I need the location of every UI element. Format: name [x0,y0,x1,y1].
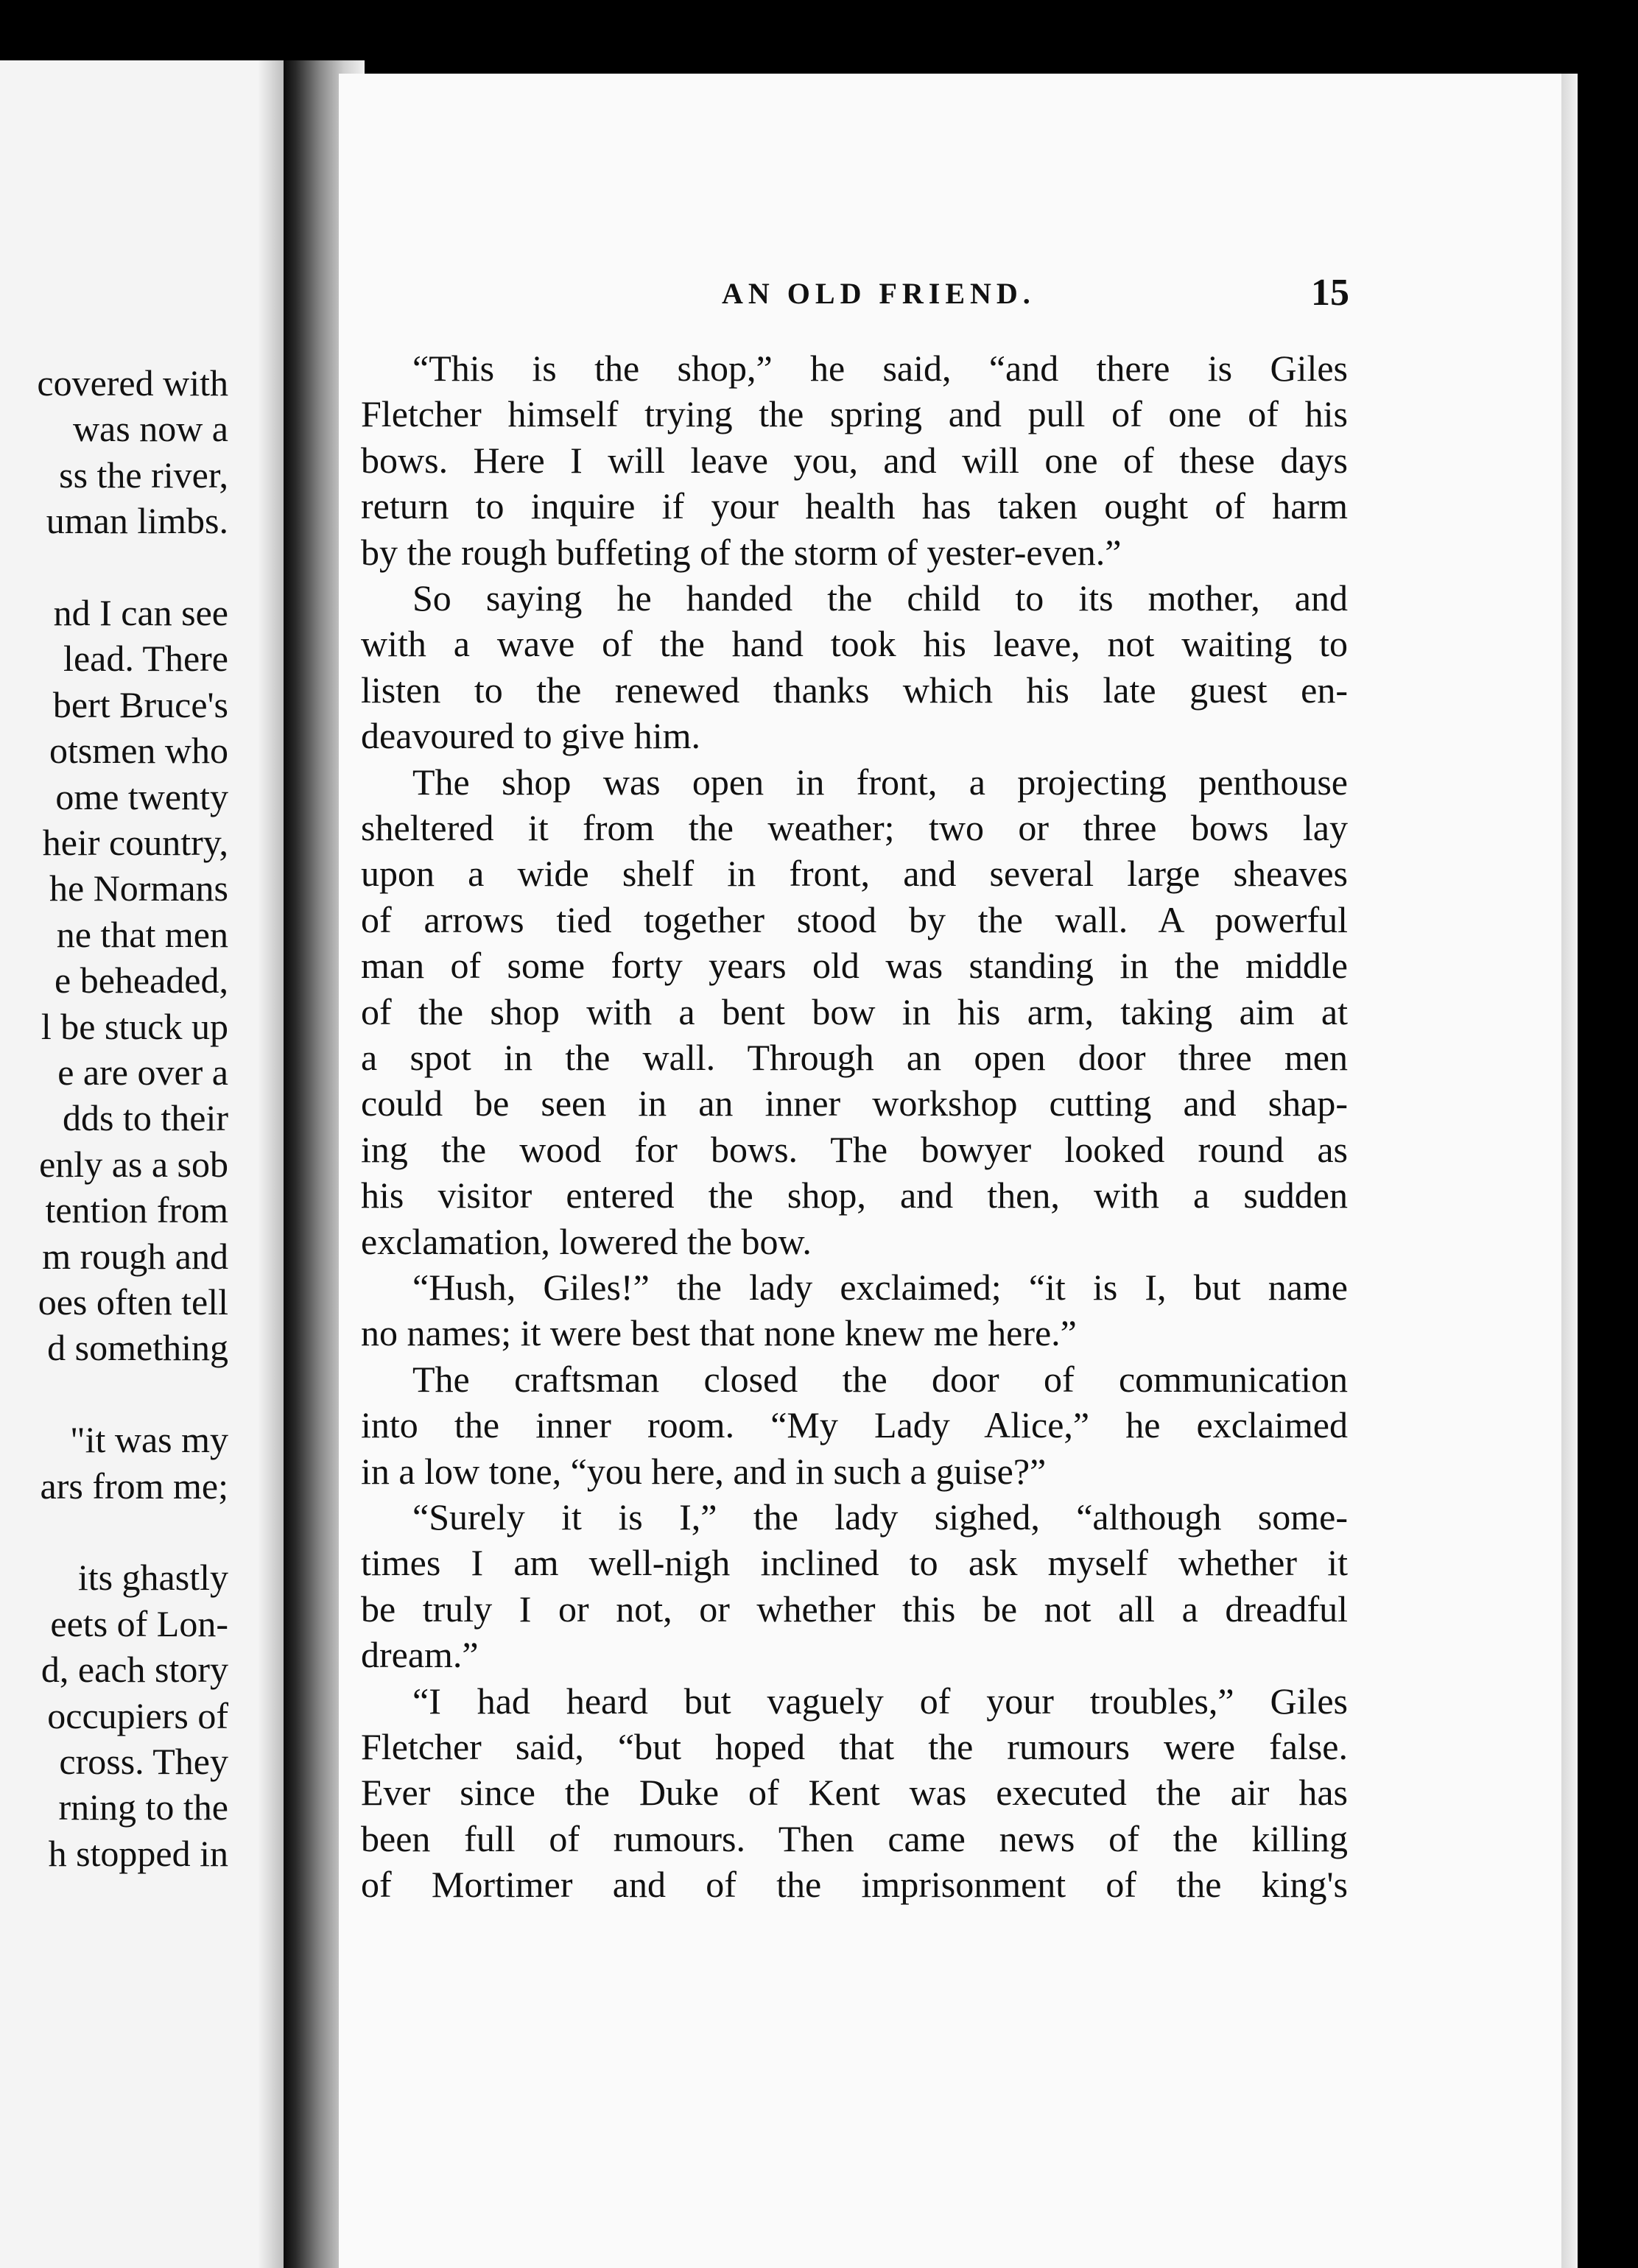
text-line: So saying he handed the child to its mother, and [412,577,1348,619]
left-text-line: its ghastly [77,1557,228,1599]
left-text-line: occupiers of [47,1694,228,1736]
text-line: “Surely it is I,” the lady sighed, “although some- [412,1496,1348,1538]
left-text-line: lead. There [63,638,228,680]
left-text-line: e beheaded, [55,959,228,1001]
left-text-line: covered with [37,362,228,404]
left-text-line: e are over a [57,1052,228,1093]
left-text-line: d, each story [41,1649,228,1691]
left-page-shadow [258,60,287,2268]
left-text-line: eets of Lon- [50,1602,228,1644]
left-text-line: d something [47,1327,228,1369]
left-text-line: ome twenty [55,775,228,817]
left-text-line: nd I can see [53,592,228,633]
text-line: of the shop with a bent bow in his arm, taking aim at [361,990,1348,1032]
text-line: in a low tone, “you here, and in such a guise?” [361,1450,1047,1492]
left-text-line: dds to their [63,1097,228,1139]
text-line: return to inquire if your health has taken ought of harm [361,485,1348,527]
text-line: Fletcher himself trying the spring and pull of one of his [361,393,1348,435]
page-number: 15 [1311,272,1349,314]
text-line: by the rough buffeting of the storm of yester-even.” [361,531,1122,573]
left-text-line: tention from [45,1189,228,1231]
left-text-line: was now a [72,408,228,450]
text-line: upon a wide shelf in front, and several large sheaves [361,853,1348,895]
text-line: Fletcher said, “but hoped that the rumours were false. [361,1726,1348,1767]
running-head: AN OLD FRIEND. [722,277,1036,310]
text-line: a spot in the wall. Through an open door three men [361,1037,1348,1078]
left-text-line: he Normans [49,867,228,909]
text-line: Ever since the Duke of Kent was executed the air has [361,1772,1348,1814]
text-line: sheltered it from the weather; two or three bows lay [361,807,1348,848]
left-text-line: otsmen who [49,730,228,772]
text-line: be truly I or not, or whether this be not all a dreadful [361,1588,1348,1630]
left-text-line: cross. They [59,1741,228,1782]
text-line: The craftsman closed the door of communication [412,1358,1348,1400]
page-edge [1561,74,1578,2268]
left-text-line: l be stuck up [41,1005,228,1047]
left-text-line: rning to the [58,1786,228,1828]
text-line: deavoured to give him. [361,715,700,757]
text-line: of Mortimer and of the imprisonment of the king's [361,1864,1348,1906]
text-line: with a wave of the hand took his leave, not waiting to [361,623,1348,665]
text-line: “This is the shop,” he said, “and there is Giles [412,348,1348,389]
text-line: “I had heard but vaguely of your troubles,” Giles [412,1680,1348,1722]
text-line: been full of rumours. Then came news of the killing [361,1817,1348,1859]
text-line: The shop was open in front, a projecting penthouse [412,761,1348,803]
text-line: his visitor entered the shop, and then, with a sudden [361,1174,1348,1216]
text-line: “Hush, Giles!” the lady exclaimed; “it is I, but name [412,1267,1348,1308]
text-line: man of some forty years old was standing in the middle [361,945,1348,987]
left-text-line: ss the river, [59,454,228,496]
text-line: could be seen in an inner workshop cutting and shap- [361,1082,1348,1124]
text-line: times I am well-nigh inclined to ask myself whether it [361,1542,1348,1584]
text-line: exclamation, lowered the bow. [361,1220,812,1262]
text-line: into the inner room. “My Lady Alice,” he exclaimed [361,1404,1348,1446]
text-line: listen to the renewed thanks which his late guest en- [361,669,1348,711]
left-text-line: ars from me; [40,1465,228,1507]
left-text-line: bert Bruce's [52,683,228,725]
left-text-line: ne that men [56,913,228,955]
left-text-line: h stopped in [48,1832,228,1874]
text-line: no names; it were best that none knew me here.” [361,1312,1077,1354]
text-line: ing the wood for bows. The bowyer looked round as [361,1128,1348,1170]
left-text-line: "it was my [70,1419,228,1461]
left-text-line: m rough and [42,1235,228,1277]
text-line: of arrows tied together stood by the wall. A powerful [361,898,1348,940]
text-line: bows. Here I will leave you, and will one of these days [361,439,1348,481]
left-text-line: heir country, [42,822,228,863]
text-line: dream.” [361,1634,479,1676]
left-page [0,60,287,2268]
left-text-line: enly as a sob [39,1143,228,1185]
left-text-line: oes often tell [38,1281,228,1323]
left-text-line: uman limbs. [46,500,228,542]
